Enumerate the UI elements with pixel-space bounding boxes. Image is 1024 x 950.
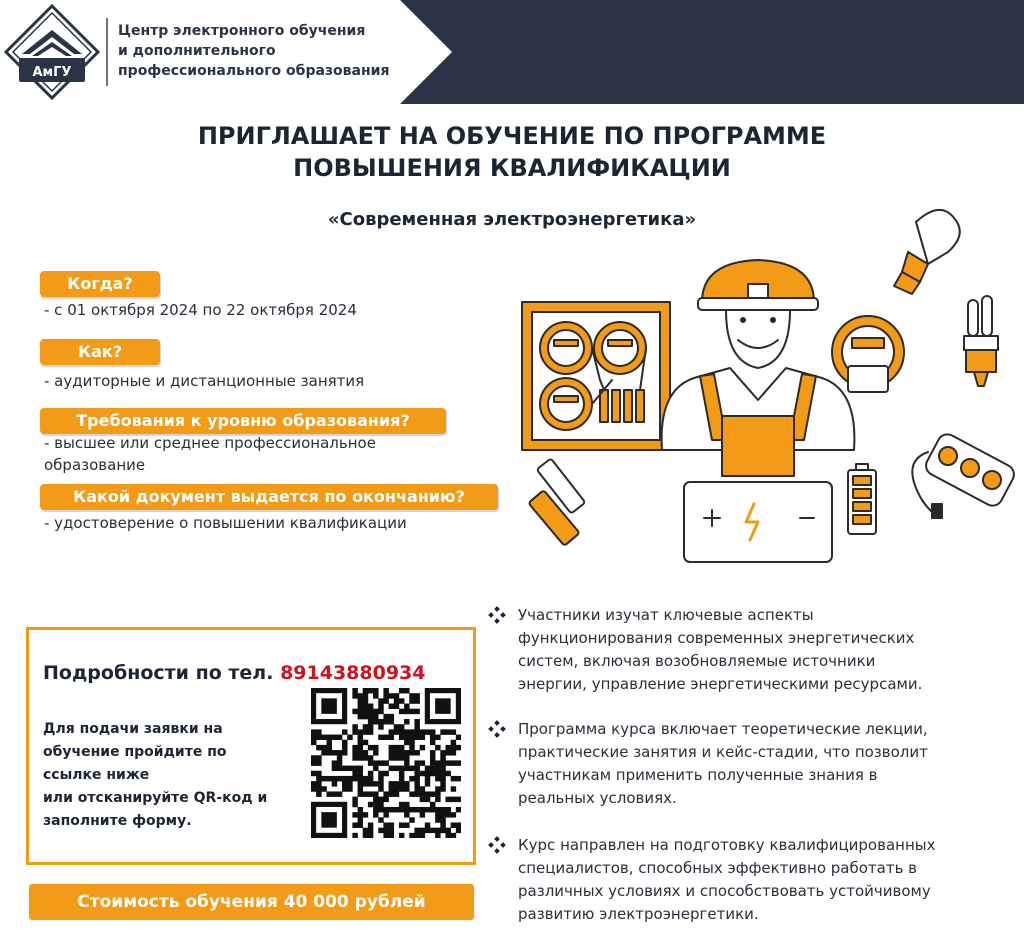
- phone-line: [43, 660, 426, 686]
- bullet-line: энергии, управление энергетическими ресурсами.: [518, 675, 923, 693]
- header-divider: [106, 18, 108, 86]
- apply-instructions: [43, 718, 267, 833]
- bullet-line: функционирования современных энергетических: [518, 629, 915, 647]
- bullet-line: специалистов, способных эффективно работать в: [518, 859, 918, 877]
- contact-box: [26, 627, 476, 865]
- bullet-line: реальных условиях.: [518, 789, 677, 807]
- bullet-line: систем, включая возобновляемые источники: [518, 652, 876, 670]
- bullet-line: участникам применить полученные знания в: [518, 766, 878, 784]
- electric-meter-icon: [832, 316, 904, 392]
- apply-line: заполните форму.: [43, 813, 192, 829]
- phone-label: Подробности по тел.: [43, 662, 274, 684]
- apply-line: обучение пройдите по: [43, 744, 227, 760]
- phone-number[interactable]: 89143880934: [280, 662, 426, 684]
- bullet-item: [488, 718, 1008, 810]
- org-name: [118, 21, 389, 81]
- logo-text: АмГУ: [32, 65, 72, 80]
- bullet-line: развитию электроэнергетики.: [518, 905, 759, 923]
- org-line: Центр электронного обучения: [118, 23, 366, 39]
- info-education-2: образование: [44, 456, 146, 474]
- qr-code-icon[interactable]: [311, 688, 461, 838]
- bullet-diamond-icon: [488, 606, 506, 624]
- tag-when: Когда?: [40, 271, 160, 297]
- org-line: профессионального образования: [118, 63, 390, 79]
- info-how: - аудиторные и дистанционные занятия: [44, 372, 365, 390]
- bullet-diamond-icon: [488, 836, 506, 854]
- header-band: [400, 0, 1024, 104]
- electrician-icon: [662, 260, 855, 562]
- bullet-line: практические занятия и кейс-стадии, что позволит: [518, 743, 928, 761]
- apply-line: или отсканируйте QR-код и: [43, 790, 268, 806]
- bullet-line: Курс направлен на подготовку квалифицированных: [518, 836, 936, 854]
- info-when: - с 01 октября 2024 по 22 октября 2024: [44, 301, 357, 319]
- title-line-2: ПОВЫШЕНИЯ КВАЛИФИКАЦИИ: [293, 154, 731, 182]
- tag-document: Какой документ выдается по окончанию?: [40, 484, 498, 510]
- org-line: и дополнительного: [118, 43, 276, 59]
- bullet-line: Программа курса включает теоретические лекции,: [518, 720, 928, 738]
- power-strip-icon: [912, 431, 1017, 518]
- apply-line: Для подачи заявки на: [43, 721, 223, 737]
- bullet-diamond-icon: [488, 720, 506, 738]
- bullet-line: различных условиях и способствовать устойчивому: [518, 882, 931, 900]
- bullet-line: Участники изучат ключевые аспекты: [518, 606, 814, 624]
- info-education-1: - высшее или среднее профессиональное: [44, 434, 376, 452]
- amgu-logo: [0, 0, 104, 104]
- page-title: [0, 120, 1024, 184]
- tag-education: Требования к уровню образования?: [40, 408, 446, 434]
- cost-banner: Стоимость обучения 40 000 рублей: [29, 884, 474, 920]
- program-name: «Современная электроэнергетика»: [327, 209, 697, 230]
- meter-panel-icon: [522, 302, 670, 450]
- info-document: - удостоверение о повышении квалификации: [44, 514, 407, 532]
- apply-line: ссылке ниже: [43, 767, 150, 783]
- tag-how: Как?: [40, 339, 160, 365]
- light-bulb-icon: [894, 210, 998, 386]
- title-line-1: ПРИГЛАШАЕТ НА ОБУЧЕНИЕ ПО ПРОГРАММЕ: [197, 122, 827, 150]
- bullet-item: [488, 604, 1008, 696]
- electrician-illustration: [508, 190, 1024, 570]
- bullet-item: [488, 834, 1008, 926]
